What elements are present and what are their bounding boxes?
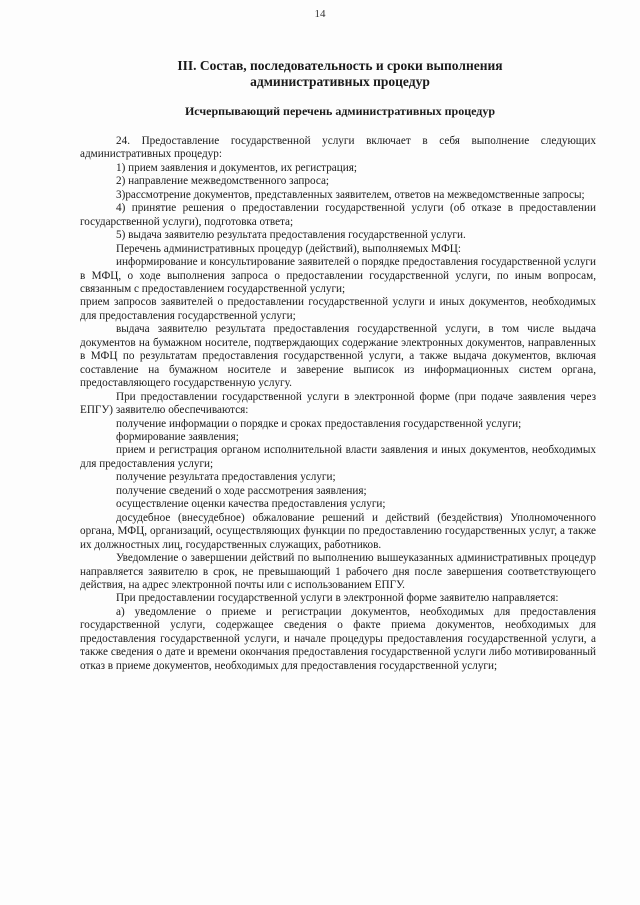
list-item: выдача заявителю результата предоставления государственной услуги, в том числе выдача документов на бумажном носителе, подтверждающих содержание электронных документов, направленных в МФЦ по результатам предоставления государственной услуги, а также выдача документов, включая составление на бумажном носителе и заверение выписок из информационных систем органа, предоставляющего государственную услугу. xyxy=(80,323,596,390)
section-title-line-1: III. Состав, последовательность и сроки выполнения xyxy=(177,58,503,73)
list-item: 5) выдача заявителю результата предоставления государственной услуги. xyxy=(116,229,466,242)
section-title-line-2: административных процедур xyxy=(250,74,430,89)
list-item: прием запросов заявителей о предоставлении государственной услуги и иных документов, необходимых для предоставления государственной услуги; xyxy=(80,296,596,322)
paragraph: При предоставлении государственной услуги в электронной форме заявителю направляется: xyxy=(116,592,559,605)
list-item: досудебное (внесудебное) обжалование решений и действий (бездействия) Уполномоченного органа, МФЦ, организаций, осуществляющих функции по предоставлению государственных услуг, а также их должностных лиц, государственных служащих, работников. xyxy=(80,511,596,551)
paragraph: Уведомление о завершении действий по выполнению вышеуказанных административных процедур направляется заявителю в срок, не превышающий 1 рабочего дня после завершения соответствующего действия, на адрес электронной почты или с использованием ЕПГУ. xyxy=(80,552,596,591)
list-item: получение сведений о ходе рассмотрения заявления; xyxy=(116,484,367,497)
list-item: а) уведомление о приеме и регистрации документов, необходимых для предоставления государственной услуги, содержащее сведения о факте приема документов, необходимых для предоставления государственной услуги, и начале процедуры предоставления государственной услуги, а также сведения о дате и времени окончания предоставления государственной услуги либо мотивированный отказ в приеме документов, необходимых для предоставления государственной услуги; xyxy=(80,605,596,672)
list-item: прием и регистрация органом исполнительной власти заявления и иных документов, необходимых для предоставления услуги; xyxy=(80,444,596,470)
list-item: получение информации о порядке и сроках предоставления государственной услуги; xyxy=(116,417,522,430)
paragraph: 24. Предоставление государственной услуги включает в себя выполнение следующих административных процедур: xyxy=(80,135,596,161)
list-item: 1) прием заявления и документов, их регистрация; xyxy=(116,161,357,174)
list-item: 4) принятие решения о предоставлении государственной услуги (об отказе в предоставлении государственной услуги), подготовка ответа; xyxy=(80,202,596,228)
subheading: Исчерпывающий перечень административных процедур xyxy=(184,104,496,118)
list-item: получение результата предоставления услуги; xyxy=(116,471,336,484)
list-item: осуществление оценки качества предоставления услуги; xyxy=(116,498,386,511)
page-number: 14 xyxy=(314,8,326,20)
list-item: 3)рассмотрение документов, представленных заявителем, ответов на межведомственные запросы; xyxy=(116,188,585,201)
document-body xyxy=(80,135,596,673)
list-item: формирование заявления; xyxy=(116,430,239,443)
paragraph: Перечень административных процедур (действий), выполняемых МФЦ: xyxy=(116,242,461,255)
list-item: информирование и консультирование заявителей о порядке предоставления государственной услуги в МФЦ, о ходе выполнения запроса о предоставлении государственной услуги, по иным вопросам, связанным с предоставлением государственной услуги; xyxy=(80,256,596,295)
section-title xyxy=(150,58,530,90)
list-item: 2) направление межведомственного запроса; xyxy=(116,175,330,188)
paragraph: При предоставлении государственной услуги в электронной форме (при подаче заявления через ЕПГУ) заявителю обеспечиваются: xyxy=(80,390,596,417)
